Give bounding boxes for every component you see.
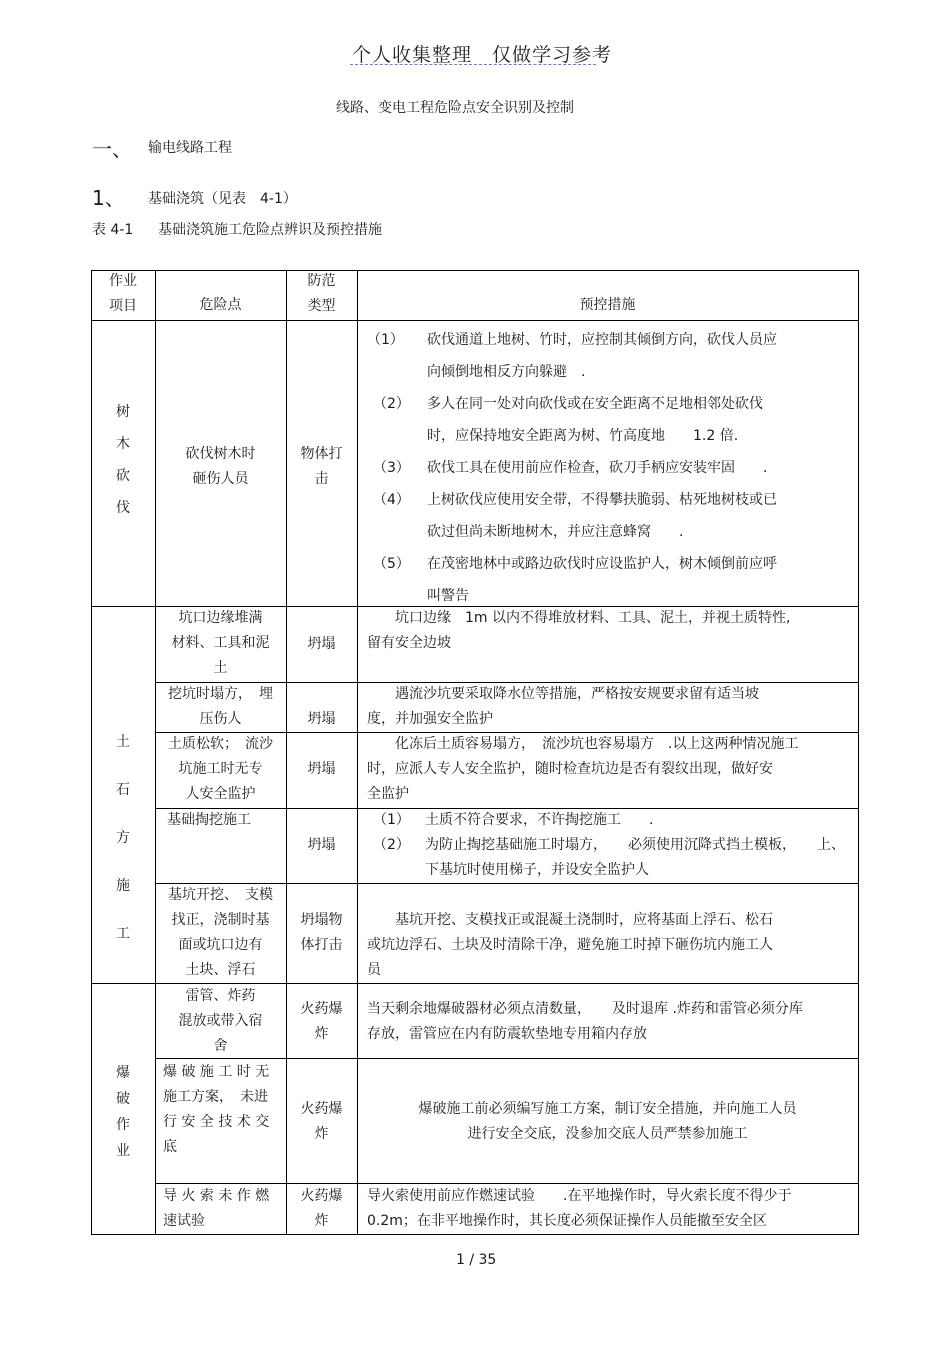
row-divider xyxy=(91,320,859,321)
type-cell: 火药爆 炸 xyxy=(300,1101,343,1142)
type-cell: 坍塌 xyxy=(307,761,336,777)
table-caption-number: 表 4-1 xyxy=(92,222,134,238)
column-divider xyxy=(286,270,287,1235)
danger-cell: 土质松软； 流沙 坑施工时无专 人安全监护 xyxy=(168,736,273,802)
measures-cell xyxy=(367,808,857,883)
measure-item: （5） 在茂密地林中或路边砍伐时应设监护人，树木倾倒前应呼 叫警告 xyxy=(373,556,777,604)
measures-cell: 遇流沙坑要采取降水位等措施，严格按安规要求留有适当坡 度，并加强安全监护 xyxy=(367,686,759,727)
section-number: 一、 xyxy=(92,137,132,161)
measures-cell: 基坑开挖、支模找正或混凝土浇制时，应将基面上浮石、松石 或坑边浮石、土块及时清除干净，避免施工时掉下砸伤坑内施工人 员 xyxy=(367,912,773,978)
watermark-underline xyxy=(350,64,596,65)
type-cell: 火药爆 炸 xyxy=(300,1001,343,1042)
type-cell: 坍塌 xyxy=(307,636,336,652)
type-cell: 火药爆 炸 xyxy=(300,1188,343,1229)
column-divider xyxy=(357,270,358,1235)
page-number: 1 / 35 xyxy=(456,1252,497,1268)
group-label-earthwork: 土 石 方 施 工 xyxy=(116,734,130,942)
danger-cell: 基础掏挖施工 xyxy=(167,812,251,828)
danger-cell: 导 火 索 未 作 燃 速试验 xyxy=(163,1188,270,1229)
danger-cell: 挖坑时塌方， 埋 压伤人 xyxy=(168,686,273,727)
measure-item: （4） 上树砍伐应使用安全带，不得攀扶脆弱、枯死地树枝或已 砍过但尚未断地树木，并应注意蜂窝 . xyxy=(373,492,777,540)
hazard-table xyxy=(91,270,859,1235)
measure-item: （1） 砍伐通道上地树、竹时，应控制其倾倒方向，砍伐人员应 向倾倒地相反方向躲避 . xyxy=(367,332,777,380)
group-label-blasting: 爆 破 作 业 xyxy=(116,1065,130,1159)
danger-cell: 爆 破 施 工 时 无 施工方案， 未进 行 安 全 技 术 交 底 xyxy=(163,1064,270,1155)
table-border-bottom xyxy=(91,1234,859,1235)
danger-cell: 雷管、炸药 混放或带入宿 舍 xyxy=(178,988,263,1054)
measures-cell: 当天剩余地爆破器材必须点清数量， 及时退库 .炸药和雷管必须分库 存放，雷管应在内有防震软垫地专用箱内存放 xyxy=(367,1001,803,1042)
type-cell: 坍塌物 体打击 xyxy=(300,912,343,953)
subsection-number: 1、 xyxy=(92,186,125,210)
measure-item: （2） 为防止掏挖基础施工时塌方， 必须使用沉降式挡土模板， 上、 下基坑时使用梯子，并设安全监护人 xyxy=(373,837,845,878)
section-title: 输电线路工程 xyxy=(148,140,232,156)
type-cell: 坍塌 xyxy=(307,837,336,853)
measures-cell: 导火索使用前应作燃速试验 .在平地操作时，导火索长度不得少于 0.2m；在非平地操作时，其长度必须保证操作人员能撤至安全区 xyxy=(367,1188,792,1229)
type-cell: 坍塌 xyxy=(307,711,336,727)
measure-item: （2） 多人在同一处对向砍伐或在安全距离不足地相邻处砍伐 时，应保持地安全距离为树、竹高度地 1.2 倍. xyxy=(373,396,763,444)
danger-cell: 基坑开挖、 支模 找正，浇制时基 面或坑口边有 土块、浮石 xyxy=(168,887,273,978)
header-type: 防范 类型 xyxy=(307,273,336,314)
group-label-tree-felling: 树 木 砍 伐 xyxy=(116,404,130,516)
column-divider xyxy=(858,270,859,1235)
header-danger: 危险点 xyxy=(199,297,242,313)
table-caption-title: 基础浇筑施工危险点辨识及预控措施 xyxy=(158,222,382,238)
danger-cell: 砍伐树木时 砸伤人员 xyxy=(185,446,256,487)
watermark-text: 个人收集整理 仅做学习参考 xyxy=(352,44,613,66)
measures-cell: 爆破施工前必须编写施工方案，制订安全措施，并向施工人员 进行安全交底，没参加交底人员严禁参加施工 xyxy=(418,1101,797,1142)
document-title: 线路、变电工程危险点安全识别及控制 xyxy=(336,100,574,116)
measure-item: （1） 土质不符合要求，不许掏挖施工 . xyxy=(373,812,654,828)
type-cell: 物体打 击 xyxy=(300,446,343,487)
measure-item: （3） 砍伐工具在使用前应作检查，砍刀手柄应安装牢固 . xyxy=(373,460,768,476)
measures-cell: 化冻后土质容易塌方， 流沙坑也容易塌方 .以上这两种情况施工 时，应派人专人安全监护，随时检查坑边是否有裂纹出现，做好安 全监护 xyxy=(367,736,799,802)
measures-cell xyxy=(361,324,855,612)
danger-cell: 坑口边缘堆满 材料、工具和泥 土 xyxy=(171,610,270,676)
subsection-title: 基础浇筑（见表 4-1） xyxy=(148,191,297,207)
table-border-top xyxy=(91,270,859,271)
header-measures: 预控措施 xyxy=(579,297,636,313)
measures-cell: 坑口边缘 1m 以内不得堆放材料、工具、泥土，并视土质特性, 留有安全边坡 xyxy=(367,610,791,651)
header-item: 作业 项目 xyxy=(109,273,137,314)
